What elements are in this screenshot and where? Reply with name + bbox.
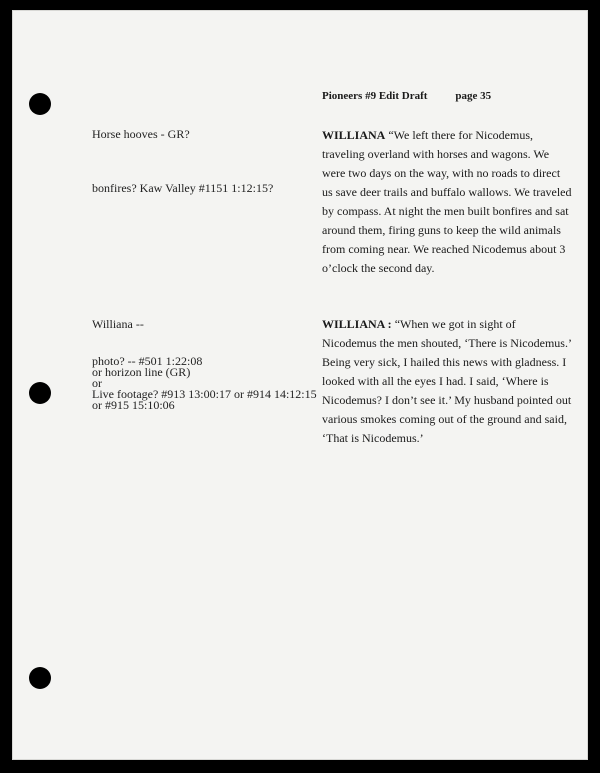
quote-text: “We left there for Nicodemus, traveling overland with horses and wagons. We were two days on the way, with no roads to direct us save deer trails and buffalo wallows. We traveled by compass. At night the men built bonfires and sat around them, firing guns to keep the wild animals from coming near. We reached Nicodemus about 3 o’clock the second day.	[322, 128, 572, 275]
speaker-name: WILLIANA :	[322, 317, 392, 331]
page-number: page 35	[455, 90, 492, 102]
note-line: photo? -- #501 1:22:08	[92, 354, 203, 368]
note-bonfires: bonfires? Kaw Valley #1151 1:12:15?	[92, 181, 274, 195]
draft-title: Pioneers #9 Edit Draft	[322, 90, 428, 102]
note-horse-hooves: Horse hooves - GR?	[92, 127, 190, 141]
speaker-name: WILLIANA	[322, 128, 386, 142]
binder-hole	[29, 93, 51, 115]
binder-hole	[29, 382, 51, 404]
williana-paragraph-1	[322, 126, 572, 278]
note-williana: Williana --	[92, 317, 144, 331]
binder-hole	[29, 667, 51, 689]
note-line: or #915 15:10:06	[92, 398, 175, 412]
quote-text: “When we got in sight of Nicodemus the men shouted, ‘There is Nicodemus.’ Being very sick, I hailed this news with gladness. I looked with all the eyes I had. I said, ‘Where is Nicodemus? I don’t see it.’ My husband pointed out various smokes coming out of the ground and said, ‘That is Nicodemus.’	[322, 317, 572, 445]
note-line: or horizon line (GR)	[92, 365, 191, 379]
page-header	[322, 90, 491, 102]
williana-paragraph-2	[322, 315, 572, 448]
note-line: or	[92, 376, 102, 390]
note-line: Live footage? #913 13:00:17 or #914 14:12:15	[92, 387, 317, 401]
document-page	[12, 10, 588, 760]
note-footage-options	[92, 356, 317, 411]
